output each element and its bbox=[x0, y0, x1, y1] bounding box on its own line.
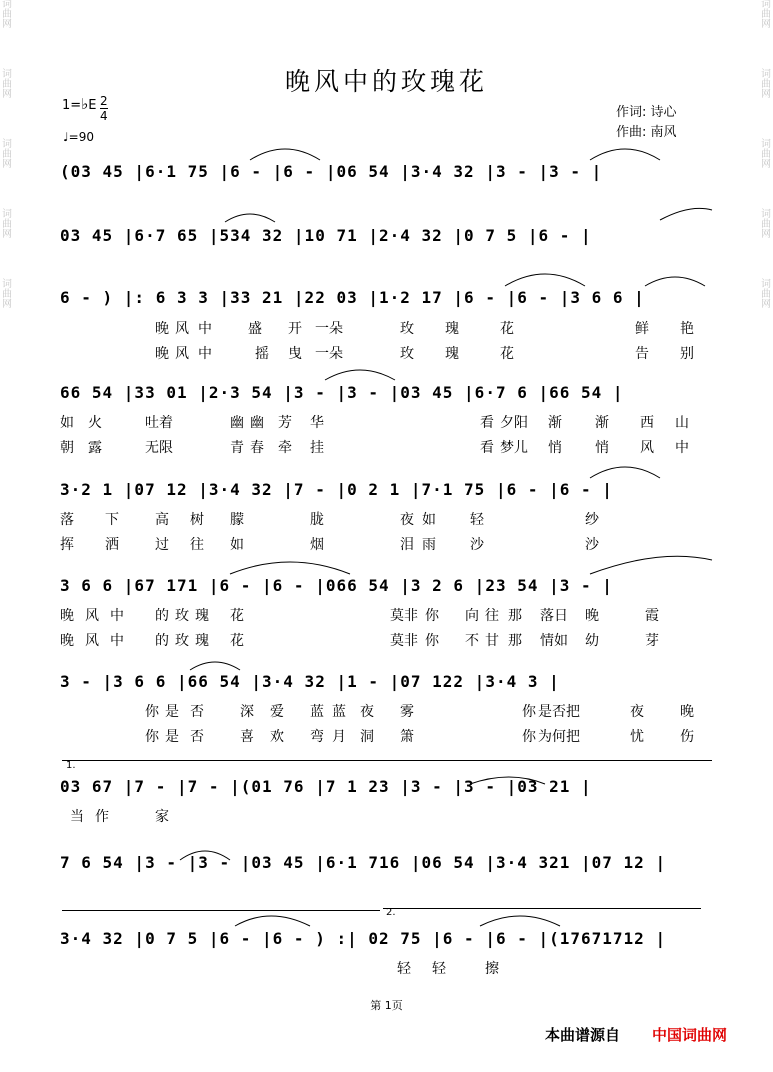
staff-line-7: 3 - |3 6 6 |66 54 |3·4 32 |1 - |07 122 |3·4 3 | bbox=[60, 672, 560, 691]
page-number: 第 1页 bbox=[370, 999, 403, 1012]
slur bbox=[645, 277, 705, 286]
slur bbox=[590, 556, 712, 574]
slur bbox=[235, 916, 310, 926]
source-label: 本曲谱源自 bbox=[545, 1026, 621, 1044]
staff-line-5: 3·2 1 |07 12 |3·4 32 |7 - |0 2 1 |7·1 75 |6 - |6 - | bbox=[60, 480, 613, 499]
slur bbox=[180, 851, 230, 860]
slur bbox=[660, 208, 712, 220]
staff-line-1: (03 45 |6·1 75 |6 - |6 - |06 54 |3·4 32 |3 - |3 - | bbox=[60, 162, 603, 181]
song-title: 晚风中的玫瑰花 bbox=[284, 67, 488, 96]
slur bbox=[590, 467, 660, 478]
slur bbox=[505, 274, 585, 286]
slur bbox=[225, 214, 275, 222]
staff-line-6: 3 6 6 |67 171 |6 - |6 - |066 54 |3 2 6 |23 54 |3 - | bbox=[60, 576, 613, 595]
slur bbox=[480, 916, 560, 926]
staff-line-4: 66 54 |33 01 |2·3 54 |3 - |3 - |03 45 |6·7 6 |66 54 | bbox=[60, 383, 624, 402]
staff-line-2: 03 45 |6·7 65 |534 32 |10 71 |2·4 32 |0 7 5 |6 - | bbox=[60, 226, 592, 245]
slur bbox=[190, 662, 240, 670]
slur bbox=[325, 370, 395, 380]
tempo-marking: ♩=90 bbox=[63, 130, 94, 144]
time-signature: $\frac{2}{4}$ bbox=[100, 94, 108, 123]
watermark-left: 词曲网 词曲网 词曲网 词曲网 词曲网 bbox=[2, 0, 12, 310]
staff-line-10: 3·4 32 |0 7 5 |6 - |6 - ) :| 02 75 |6 - |6 - |(17671712 | bbox=[60, 929, 667, 948]
slur bbox=[590, 149, 660, 160]
composer-credit: 作曲: 南风 bbox=[616, 125, 677, 140]
staff-line-3: 6 - ) |: 6 3 3 |33 21 |22 03 |1·2 17 |6 - |6 - |3 6 6 | bbox=[60, 288, 645, 307]
slur bbox=[230, 562, 350, 574]
slur bbox=[250, 149, 320, 160]
watermark-right: 词曲网 词曲网 词曲网 词曲网 词曲网 bbox=[761, 0, 771, 310]
slur bbox=[470, 777, 545, 784]
key-signature: 1=♭E bbox=[62, 95, 97, 113]
staff-line-8: 03 67 |7 - |7 - |(01 76 |7 1 23 |3 - |3 - |03 21 | bbox=[60, 777, 592, 796]
staff-line-9: 7 6 54 |3 - |3 - |03 45 |6·1 716 |06 54 |3·4 321 |07 12 | bbox=[60, 853, 667, 872]
site-name: 中国词曲网 bbox=[652, 1026, 728, 1044]
lyricist-credit: 作词: 诗心 bbox=[616, 105, 677, 120]
